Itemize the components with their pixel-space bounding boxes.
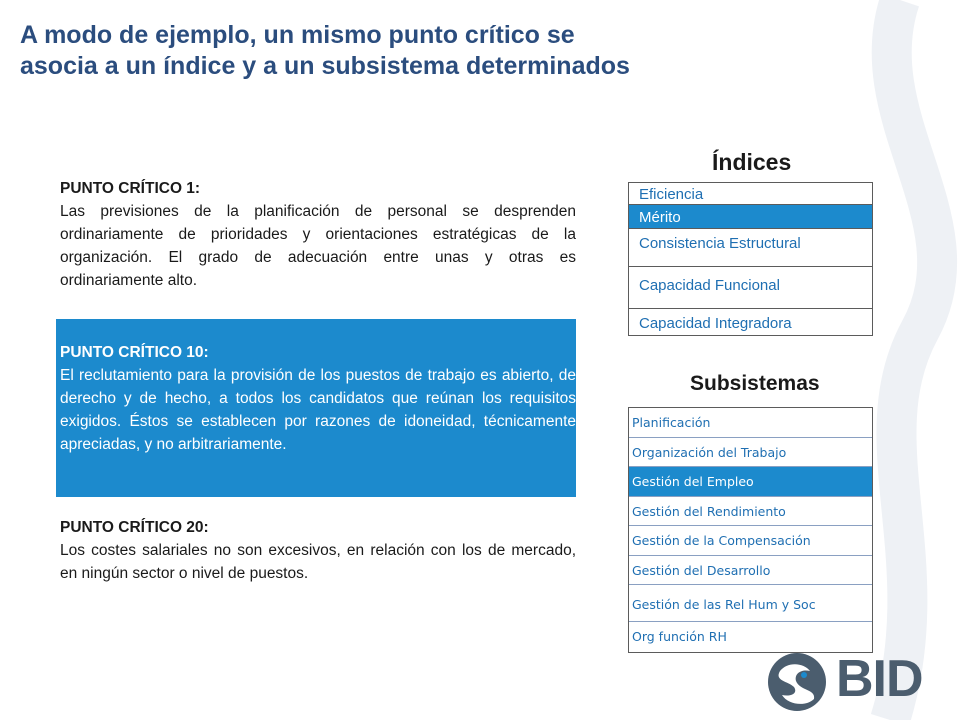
subsystem-item-org-funcion-rh: Org función RH: [632, 629, 727, 644]
index-item-eficiencia: Eficiencia: [629, 183, 872, 205]
index-item-capacidad-funcional: Capacidad Funcional: [629, 267, 872, 309]
indices-table: [628, 182, 873, 336]
critical-point-1-text: Las previsiones de la planificación de personal se desprenden ordinariamente de prioridades y orientaciones estratégicas de la organización. El grado de adecuación entre unas y otras es ordinariamente alto.: [60, 203, 576, 289]
subsystem-item-gestion-empleo-selected: Gestión del Empleo: [629, 467, 872, 497]
bid-logo: [766, 651, 936, 711]
indices-title: Índices: [712, 149, 792, 175]
critical-point-20-text: Los costes salariales no son excesivos, en relación con los de mercado, en ningún sector o nivel de puestos.: [60, 542, 576, 582]
index-item-capacidad-integradora: Capacidad Integradora: [639, 315, 792, 332]
subsistemas-table: [628, 407, 873, 653]
subsystem-item-planificacion: Planificación: [629, 408, 872, 438]
slide-title: A modo de ejemplo, un mismo punto crítico se asocia a un índice y a un subsistema determinados: [20, 21, 630, 80]
subsistemas-title: Subsistemas: [690, 372, 820, 395]
critical-point-20-heading: PUNTO CRÍTICO 20:: [60, 519, 209, 536]
index-item-consistencia-estructural: Consistencia Estructural: [629, 229, 872, 267]
subsystem-item-gestion-rel-hum-soc: Gestión de las Rel Hum y Soc: [629, 585, 872, 622]
bid-logo-text: BID: [836, 650, 923, 708]
subsystem-item-gestion-desarrollo: Gestión del Desarrollo: [629, 556, 872, 586]
critical-point-1-heading: PUNTO CRÍTICO 1:: [60, 180, 201, 197]
subsystem-item-gestion-rendimiento: Gestión del Rendimiento: [629, 497, 872, 527]
critical-point-20: [60, 516, 576, 585]
critical-point-1: [60, 177, 576, 292]
critical-point-10-text: El reclutamiento para la provisión de los puestos de trabajo es abierto, de derecho y de hecho, a todos los candidatos que reúnan los requisitos exigidos. Éstos se establecen por razones de idoneidad, técnicamente apreciadas, y no arbitrariamente.: [60, 367, 576, 453]
bid-logo-mark-icon: [766, 651, 828, 713]
index-item-merito-selected: Mérito: [629, 205, 872, 229]
subsystem-item-organizacion-trabajo: Organización del Trabajo: [629, 438, 872, 468]
critical-point-10-heading: PUNTO CRÍTICO 10:: [60, 344, 209, 361]
subsystem-item-gestion-compensacion: Gestión de la Compensación: [629, 526, 872, 556]
critical-point-10-highlighted: [56, 319, 576, 497]
